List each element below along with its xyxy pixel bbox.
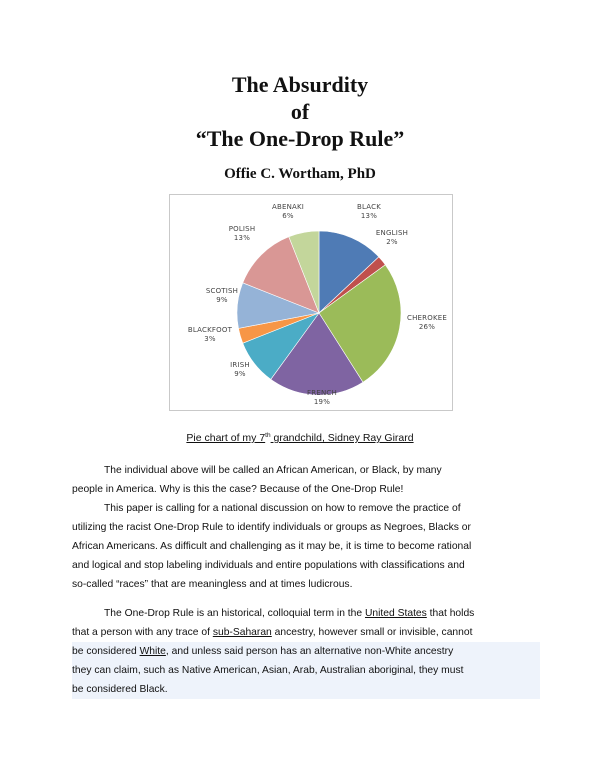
text-run: that holds (426, 608, 475, 619)
paragraph-line: African Americans. As difficult and challenging as it may be, it is time to become rational (72, 541, 472, 552)
paragraph-line: and logical and stop labeling individuals and entire populations with classifications and (72, 560, 465, 571)
caption-text-prefix: Pie chart of my 7 (186, 432, 266, 444)
pie-label-name-blackfoot: BLACKFOOT (187, 326, 233, 334)
pie-label-name-cherokee: CHEROKEE (407, 314, 447, 322)
pie-label-name-french: FRENCH (307, 389, 337, 397)
page-title-line-1: The Absurdity (231, 72, 369, 97)
caption-superscript: th (265, 432, 271, 439)
paragraph-line: be considered Black. (72, 680, 540, 699)
text-run: be considered (72, 646, 140, 657)
chart-caption (0, 432, 600, 444)
text-run: The One-Drop Rule is an historical, colloquial term in the (104, 608, 365, 619)
pie-label-name-black: BLACK (356, 203, 382, 211)
paragraph-line (72, 623, 540, 642)
pie-label-value-scotish: 9% (216, 296, 228, 304)
page-title-line-3: “The One-Drop Rule” (195, 126, 405, 151)
pie-chart-frame (169, 194, 453, 411)
pie-label-value-cherokee: 26% (418, 323, 436, 331)
paragraph-line (72, 642, 540, 661)
pie-label-value-english: 2% (386, 238, 398, 246)
pie-label-value-polish: 13% (233, 234, 251, 242)
text-run: ancestry, however small or invisible, cannot (271, 627, 473, 638)
author-name: Offie C. Wortham, PhD (224, 166, 376, 182)
pie-label-name-polish: POLISH (228, 225, 256, 233)
paragraph-1 (72, 461, 540, 499)
paragraph-line: This paper is calling for a national discussion on how to remove the practice of (104, 503, 461, 514)
pie-label-value-blackfoot: 3% (204, 335, 216, 343)
paragraph-line (72, 604, 540, 623)
pie-label-value-irish: 9% (234, 370, 246, 378)
pie-chart (170, 195, 452, 410)
link-sub-saharan[interactable]: sub-Saharan (212, 627, 272, 638)
pie-label-name-abenaki: ABENAKI (271, 203, 305, 211)
paragraph-3 (72, 604, 540, 699)
caption-text-suffix: grandchild, Sidney Ray Girard (270, 432, 414, 444)
paragraph-line: so-called “races” that are meaningless and at times ludicrous. (72, 579, 353, 590)
page-title-line-2: of (290, 99, 310, 124)
pie-label-value-french: 19% (313, 398, 331, 406)
pie-label-name-irish: IRISH (230, 361, 250, 369)
link-white[interactable]: White (139, 646, 166, 657)
paragraph-line: they can claim, such as Native American, Asian, Arab, Australian aboriginal, they must (72, 661, 540, 680)
text-run: , and unless said person has an alternative non-White ancestry (165, 646, 454, 657)
pie-label-name-english: ENGLISH (375, 229, 409, 237)
paragraph-line: utilizing the racist One-Drop Rule to identify individuals or groups as Negroes, Blacks or (72, 522, 471, 533)
paragraph-line: people in America. Why is this the case? Because of the One-Drop Rule! (72, 484, 404, 495)
link-united-states[interactable]: United States (364, 608, 427, 619)
paragraph-2 (72, 499, 540, 594)
paragraph-line: The individual above will be called an African American, or Black, by many (104, 465, 442, 476)
pie-label-value-black: 13% (360, 212, 378, 220)
text-run: that a person with any trace of (72, 627, 213, 638)
pie-label-name-scotish: SCOTISH (205, 287, 239, 295)
pie-label-value-abenaki: 6% (282, 212, 294, 220)
